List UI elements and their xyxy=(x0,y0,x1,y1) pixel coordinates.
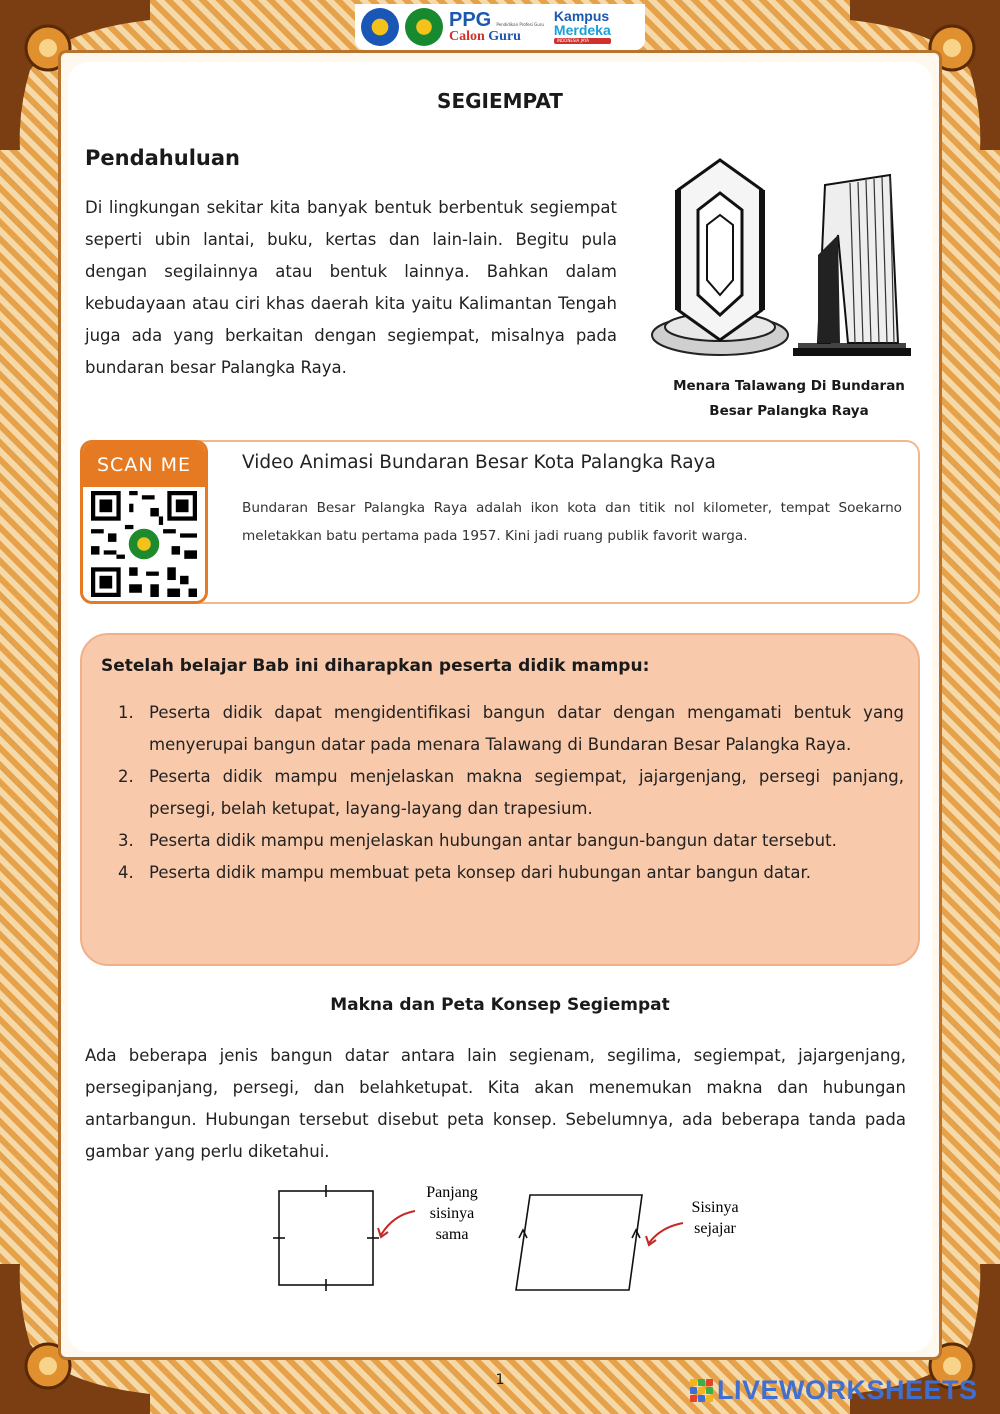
objective-number: 2. xyxy=(118,767,134,786)
equal-arrow xyxy=(381,1211,415,1235)
shape-marks-figure xyxy=(265,1175,785,1300)
kemendikbud-logo-icon xyxy=(361,8,399,46)
kampus-word: Kampus xyxy=(553,8,610,25)
tower-caption-line-1: Menara Talawang Di Bundaran xyxy=(673,378,905,394)
objective-number: 1. xyxy=(118,703,134,722)
parallelogram-shape xyxy=(516,1195,642,1290)
ppg-word: PPG xyxy=(449,9,492,31)
square-shape xyxy=(279,1191,373,1285)
parallel-label-line-2: sejajar xyxy=(694,1220,736,1237)
qr-code-icon[interactable] xyxy=(91,491,197,597)
parallel-side-arrows xyxy=(519,1230,640,1238)
equal-side-ticks xyxy=(273,1185,379,1291)
page-number: 1 xyxy=(495,1372,505,1388)
equal-label-line-2: sisinya xyxy=(429,1205,475,1222)
objective-text: Peserta didik mampu menjelaskan hubungan antar bangun-bangun datar tersebut. xyxy=(149,831,837,850)
merdeka-word: Merdeka xyxy=(553,21,611,38)
objective-text: Peserta didik mampu membuat peta konsep dari hubungan antar bangun datar. xyxy=(149,863,812,882)
parallel-label-line-1: Sisinya xyxy=(691,1199,739,1216)
km-tagline: INDONESIA JAYA xyxy=(554,38,611,44)
objective-number: 3. xyxy=(118,831,134,850)
equal-label-line-1: Panjang xyxy=(426,1184,478,1201)
tower-caption xyxy=(655,374,923,424)
video-description: Bundaran Besar Palangka Raya adalah ikon kota dan titik nol kilometer, tempat Soekarno meletakkan batu pertama pada 1957. Kini jadi ruang publik favorit warga. xyxy=(242,500,902,544)
tower-caption-line-2: Besar Palangka Raya xyxy=(709,403,869,419)
menara-talawang-illustration xyxy=(650,155,920,363)
guru-word: Guru xyxy=(488,29,521,44)
university-logo-icon xyxy=(405,8,443,46)
objectives-heading: Setelah belajar Bab ini diharapkan peserta didik mampu: xyxy=(101,656,650,676)
equal-label-line-3: sama xyxy=(435,1226,469,1243)
calon-word: Calon xyxy=(449,29,485,44)
liveworksheets-logo-icon xyxy=(690,1379,713,1402)
objective-number: 4. xyxy=(118,863,134,882)
ppg-logo xyxy=(449,10,544,44)
scan-me-label: SCAN ME xyxy=(83,443,205,487)
qr-code-box[interactable] xyxy=(80,440,208,604)
kampus-merdeka-logo xyxy=(554,10,611,43)
objective-item xyxy=(112,857,904,889)
parallel-arrow xyxy=(649,1223,683,1243)
objective-text: Peserta didik mampu menjelaskan makna segiempat, jajargenjang, persegi panjang, persegi, belah ketupat, layang-layang dan trapesium. xyxy=(149,767,904,818)
liveworksheets-text: LIVEWORKSHEETS xyxy=(717,1374,978,1405)
intro-paragraph: Di lingkungan sekitar kita banyak bentuk berbentuk segiempat seperti ubin lantai, buku, kertas dan lain-lain. Begitu pula dengan segilainnya atau bentuk lainnya. Bahkan dalam kebudayaan atau ciri khas daerah kita yaitu Kalimantan Tengah juga ada yang berkaitan dengan segiempat, misalnya pada bundaran besar Palangka Raya. xyxy=(85,198,617,377)
objective-text: Peserta didik dapat mengidentifikasi bangun datar dengan mengamati bentuk yang menyerupai bangun datar pada menara Talawang di Bundaran Besar Palangka Raya. xyxy=(149,703,904,754)
liveworksheets-watermark[interactable] xyxy=(690,1372,978,1408)
objective-item xyxy=(112,761,904,825)
concept-paragraph: Ada beberapa jenis bangun datar antara lain segienam, segilima, segiempat, jajargenjang, persegipanjang, persegi, dan belahketupat. Kita akan menemukan makna dan hubungan antarbangun. Hubungan tersebut disebut peta konsep. Sebelumnya, ada beberapa tanda pada gambar yang perlu diketahui. xyxy=(85,1046,906,1161)
intro-heading: Pendahuluan xyxy=(85,146,240,170)
objectives-list xyxy=(112,697,904,889)
ppg-subtitle: Pendidikan Profesi Guru xyxy=(496,22,544,27)
video-title[interactable]: Video Animasi Bundaran Besar Kota Palangka Raya xyxy=(242,452,716,473)
page-title: SEGIEMPAT xyxy=(437,89,563,113)
header-logos xyxy=(355,4,645,50)
concept-heading: Makna dan Peta Konsep Segiempat xyxy=(330,995,670,1015)
objective-item xyxy=(112,825,904,857)
objective-item xyxy=(112,697,904,761)
